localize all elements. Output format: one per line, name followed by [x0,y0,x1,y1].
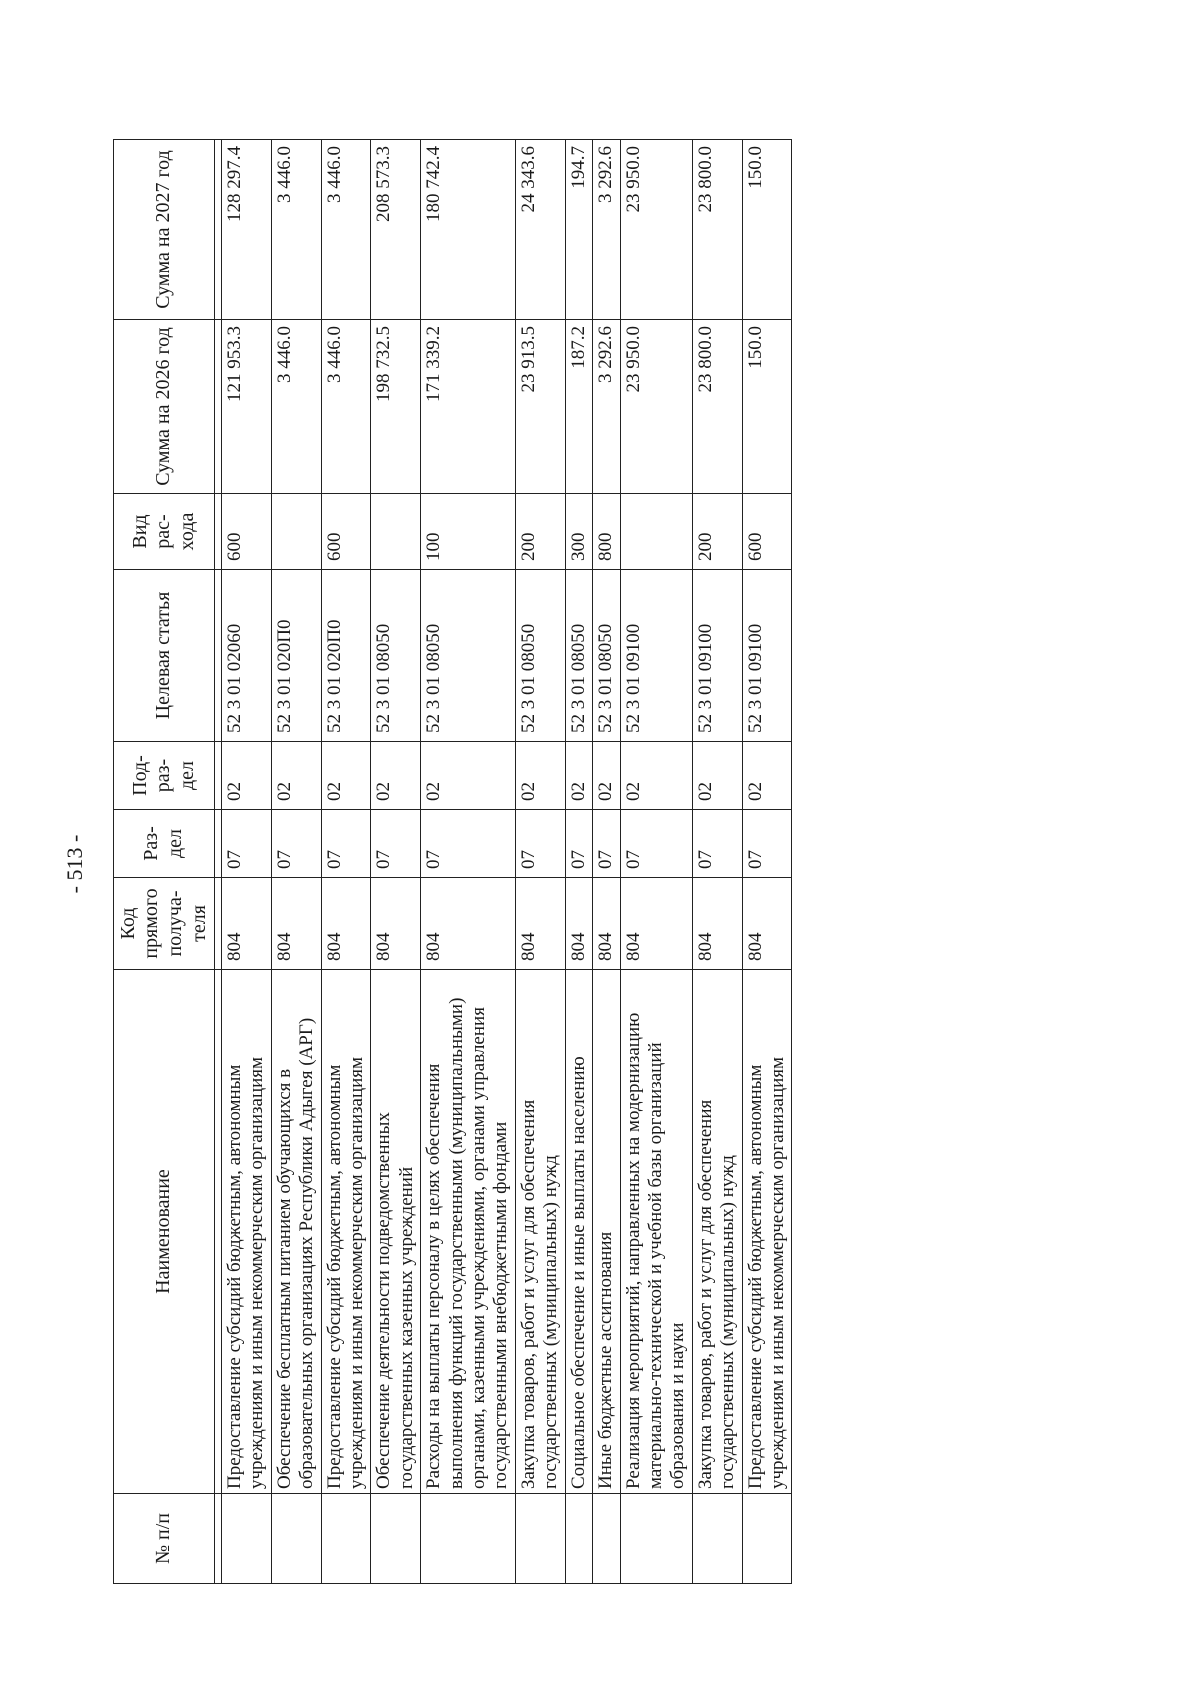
rotated-page [0,84,1200,1644]
row-target-article-cell: 52 3 01 02060 [222,570,272,742]
row-recipient-code-cell: 804 [742,878,792,970]
row-section-cell: 07 [421,810,516,878]
row-expense-type-cell [371,494,421,570]
row-target-article-cell: 52 3 01 09100 [620,570,692,742]
row-recipient-code-cell: 804 [593,878,620,970]
row-recipient-code-cell: 804 [620,878,692,970]
table-row [742,140,792,1584]
row-sum-2027-cell: 128 297.4 [222,140,272,320]
row-section-cell: 07 [371,810,421,878]
row-expense-type-cell: 600 [321,494,371,570]
row-section-cell: 07 [222,810,272,878]
row-num-cell [692,1494,742,1584]
header-name: Наименование [114,970,215,1494]
row-sum-2027-cell: 194.7 [565,140,592,320]
row-num-cell [515,1494,565,1584]
table-row [620,140,692,1584]
table-row [515,140,565,1584]
table-row [593,140,620,1584]
row-recipient-code-cell: 804 [222,878,272,970]
row-sum-2027-cell: 208 573.3 [371,140,421,320]
row-num-cell [565,1494,592,1584]
row-sum-2026-cell: 150.0 [742,320,792,494]
row-section-cell: 07 [593,810,620,878]
row-sum-2026-cell: 23 950.0 [620,320,692,494]
table-body [215,140,792,1584]
row-name-cell: Расходы на выплаты персоналу в целях обеспечения выполнения функций государственными (муниципальными) органами, казенными учреждениями, органами управления государственными внебюджетными фондами [421,970,516,1494]
row-num-cell [271,1494,321,1584]
row-subsection-cell: 02 [321,742,371,810]
header-num: № п/п [114,1494,215,1584]
row-name-cell: Предоставление субсидий бюджетным, автономным учреждениям и иным некоммерческим организациям [222,970,272,1494]
row-target-article-cell: 52 3 01 09100 [742,570,792,742]
row-recipient-code-cell: 804 [565,878,592,970]
row-target-article-cell: 52 3 01 08050 [515,570,565,742]
row-subsection-cell: 02 [565,742,592,810]
header-recipient: Код прямого получа-теля [114,878,215,970]
row-subsection-cell: 02 [593,742,620,810]
row-num-cell [222,1494,272,1584]
row-sum-2026-cell: 121 953.3 [222,320,272,494]
row-sum-2026-cell: 171 339.2 [421,320,516,494]
row-sum-2026-cell: 23 913.5 [515,320,565,494]
row-subsection-cell: 02 [620,742,692,810]
row-target-article-cell: 52 3 01 020П0 [271,570,321,742]
row-expense-type-cell [271,494,321,570]
row-section-cell: 07 [620,810,692,878]
header-expense: Вид рас-хода [114,494,215,570]
row-sum-2026-cell: 198 732.5 [371,320,421,494]
row-target-article-cell: 52 3 01 08050 [371,570,421,742]
row-expense-type-cell [620,494,692,570]
row-sum-2026-cell: 3 446.0 [321,320,371,494]
row-target-article-cell: 52 3 01 09100 [692,570,742,742]
table-row [421,140,516,1584]
header-section: Раз-дел [114,810,215,878]
row-recipient-code-cell: 804 [692,878,742,970]
table-row [371,140,421,1584]
row-target-article-cell: 52 3 01 020П0 [321,570,371,742]
row-sum-2027-cell: 3 446.0 [321,140,371,320]
row-recipient-code-cell: 804 [421,878,516,970]
row-sum-2027-cell: 23 950.0 [620,140,692,320]
row-recipient-code-cell: 804 [371,878,421,970]
header-target: Целевая статья [114,570,215,742]
row-subsection-cell: 02 [692,742,742,810]
row-recipient-code-cell: 804 [271,878,321,970]
row-num-cell [371,1494,421,1584]
row-sum-2027-cell: 180 742.4 [421,140,516,320]
header-subsection: Под-раз-дел [114,742,215,810]
row-name-cell: Предоставление субсидий бюджетным, автономным учреждениям и иным некоммерческим организациям [321,970,371,1494]
row-section-cell: 07 [565,810,592,878]
header-sum-2026: Сумма на 2026 год [114,320,215,494]
row-subsection-cell: 02 [742,742,792,810]
row-expense-type-cell: 200 [515,494,565,570]
row-recipient-code-cell: 804 [321,878,371,970]
row-sum-2027-cell: 3 292.6 [593,140,620,320]
row-num-cell [421,1494,516,1584]
row-recipient-code-cell: 804 [515,878,565,970]
row-sum-2026-cell: 23 800.0 [692,320,742,494]
row-expense-type-cell: 300 [565,494,592,570]
row-subsection-cell: 02 [271,742,321,810]
row-section-cell: 07 [321,810,371,878]
table-header-row [114,140,215,1584]
row-name-cell: Предоставление субсидий бюджетным, автономным учреждениям и иным некоммерческим организациям [742,970,792,1494]
row-num-cell [593,1494,620,1584]
row-sum-2026-cell: 3 292.6 [593,320,620,494]
row-sum-2027-cell: 23 800.0 [692,140,742,320]
row-num-cell [742,1494,792,1584]
row-expense-type-cell: 200 [692,494,742,570]
row-num-cell [620,1494,692,1584]
row-section-cell: 07 [515,810,565,878]
row-name-cell: Социальное обеспечение и иные выплаты населению [565,970,592,1494]
header-sum-2027: Сумма на 2027 год [114,140,215,320]
row-target-article-cell: 52 3 01 08050 [565,570,592,742]
table-row [222,140,272,1584]
row-sum-2027-cell: 150.0 [742,140,792,320]
row-sum-2026-cell: 3 446.0 [271,320,321,494]
table-row [692,140,742,1584]
table-row [271,140,321,1584]
row-name-cell: Реализация мероприятий, направленных на модернизацию материально-технической и учебной базы организаций образования и науки [620,970,692,1494]
row-expense-type-cell: 800 [593,494,620,570]
row-subsection-cell: 02 [371,742,421,810]
row-name-cell: Закупка товаров, работ и услуг для обеспечения государственных (муниципальных) нужд [515,970,565,1494]
page-number: - 513 - [62,834,87,894]
row-expense-type-cell: 100 [421,494,516,570]
table-row [565,140,592,1584]
row-name-cell: Закупка товаров, работ и услуг для обеспечения государственных (муниципальных) нужд [692,970,742,1494]
row-subsection-cell: 02 [515,742,565,810]
table-row [321,140,371,1584]
row-sum-2027-cell: 3 446.0 [271,140,321,320]
row-name-cell: Обеспечение бесплатным питанием обучающихся в образовательных организациях Республики Адыгея (АРГ) [271,970,321,1494]
row-name-cell: Иные бюджетные ассигнования [593,970,620,1494]
row-sum-2026-cell: 187.2 [565,320,592,494]
row-expense-type-cell: 600 [742,494,792,570]
budget-table [113,139,792,1584]
row-target-article-cell: 52 3 01 08050 [593,570,620,742]
row-sum-2027-cell: 24 343.6 [515,140,565,320]
row-name-cell: Обеспечение деятельности подведомственных государственных казенных учреждений [371,970,421,1494]
row-section-cell: 07 [271,810,321,878]
row-num-cell [321,1494,371,1584]
row-subsection-cell: 02 [421,742,516,810]
table-spacer-row [215,140,222,1584]
row-section-cell: 07 [742,810,792,878]
row-target-article-cell: 52 3 01 08050 [421,570,516,742]
row-expense-type-cell: 600 [222,494,272,570]
row-section-cell: 07 [692,810,742,878]
row-subsection-cell: 02 [222,742,272,810]
